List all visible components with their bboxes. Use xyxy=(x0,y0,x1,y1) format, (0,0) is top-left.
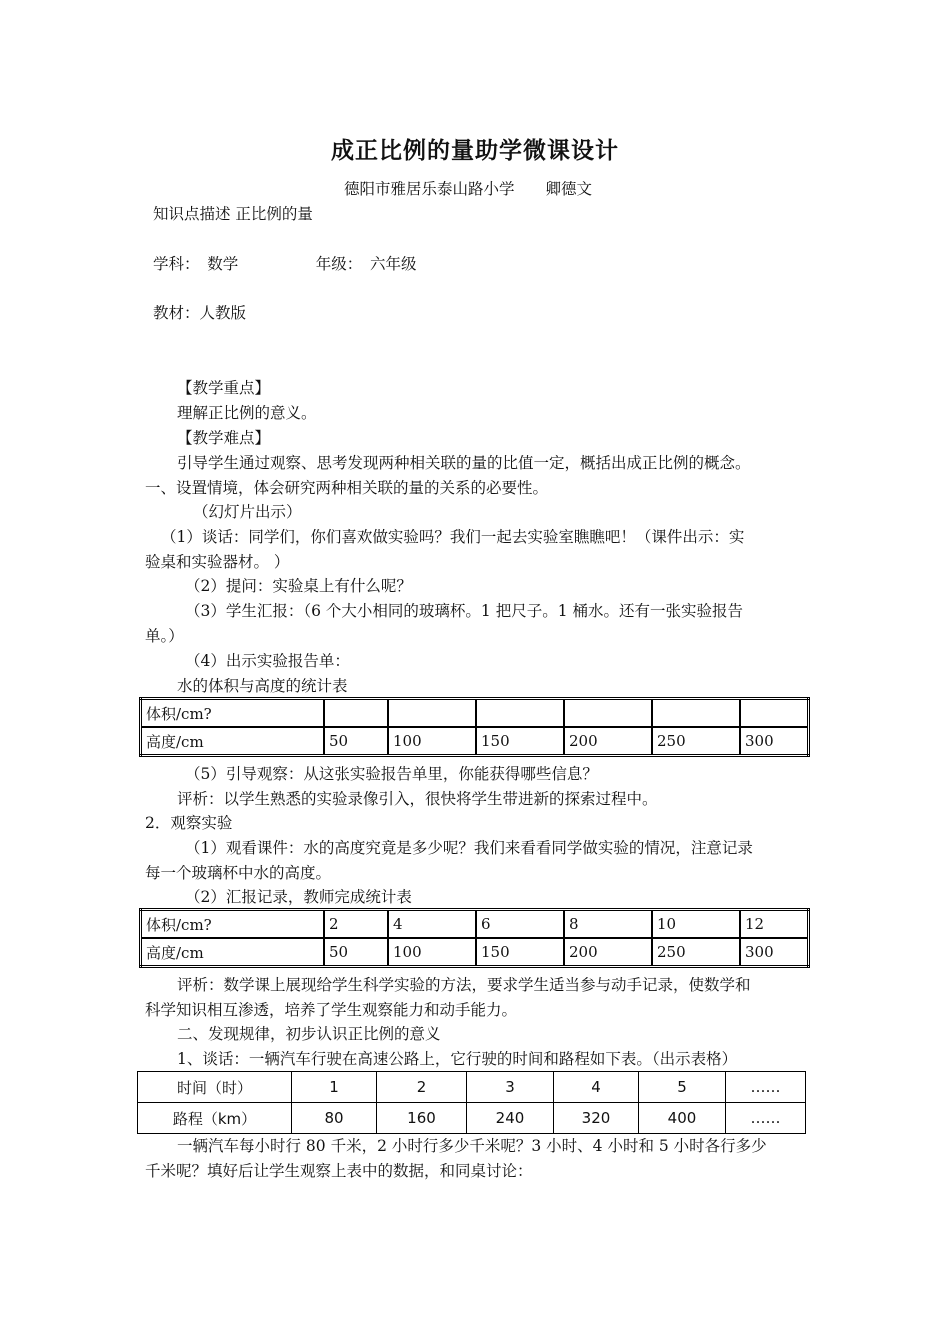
paragraph: 一辆汽车每小时行 80 千米，2 小时行多少千米呢？3 小时、4 小时和 5 小时各行多少 xyxy=(177,1137,767,1155)
table-cell: 100 xyxy=(388,938,476,967)
paragraph: 验桌和实验器材。 ） xyxy=(145,553,290,571)
table-cell: 高度/cm xyxy=(141,727,325,756)
table-cell: 320 xyxy=(554,1103,639,1134)
author-line: 德阳市雅居乐泰山路小学 卿德文 xyxy=(344,180,593,198)
table-cell: 50 xyxy=(324,727,388,756)
table-cell: 8 xyxy=(564,910,652,939)
table-cell: 3 xyxy=(467,1072,554,1103)
volume-height-table-empty xyxy=(139,697,810,757)
key-point-text: 理解正比例的意义。 xyxy=(177,404,317,422)
table-cell: 160 xyxy=(377,1103,467,1134)
table-cell: 4 xyxy=(388,910,476,939)
table-cell: 150 xyxy=(476,938,564,967)
table-cell: 300 xyxy=(740,938,809,967)
table-cell: 路程（km） xyxy=(138,1103,292,1134)
table-cell: 150 xyxy=(476,727,564,756)
knowledge-point: 知识点描述 正比例的量 xyxy=(153,205,313,223)
table-cell: …… xyxy=(726,1103,806,1134)
paragraph: （1）谈话：同学们，你们喜欢做实验吗？我们一起去实验室瞧瞧吧！（课件出示：实 xyxy=(161,528,745,546)
table-cell: 2 xyxy=(377,1072,467,1103)
table-cell: 5 xyxy=(639,1072,726,1103)
table-cell: 高度/cm xyxy=(141,938,325,967)
table-cell xyxy=(324,699,388,728)
comment: 评析：数学课上展现给学生科学实验的方法，要求学生适当参与动手记录，使数学和 xyxy=(177,976,751,994)
volume-height-table-filled xyxy=(139,908,810,968)
subsection-heading: 2．观察实验 xyxy=(145,814,233,832)
table-cell: 10 xyxy=(652,910,740,939)
table-cell: 2 xyxy=(324,910,388,939)
document-title: 成正比例的量助学微课设计 xyxy=(331,138,619,164)
table-cell: 体积/cm? xyxy=(141,910,325,939)
table-cell: 300 xyxy=(740,727,809,756)
table-cell: 80 xyxy=(292,1103,377,1134)
paragraph: （2）汇报记录，教师完成统计表 xyxy=(185,888,412,906)
section-one-heading: 一、设置情境，体会研究两种相关联的量的关系的必要性。 xyxy=(145,479,549,497)
paragraph: （幻灯片出示） xyxy=(193,503,302,521)
key-point-heading: 【教学重点】 xyxy=(177,379,271,397)
table-cell: 250 xyxy=(652,727,740,756)
table-cell xyxy=(476,699,564,728)
table-cell xyxy=(652,699,740,728)
table-cell: 400 xyxy=(639,1103,726,1134)
paragraph: 每一个玻璃杯中水的高度。 xyxy=(145,864,332,882)
paragraph: （3）学生汇报：（6 个大小相同的玻璃杯。1 把尺子。1 桶水。还有一张实验报告 xyxy=(185,602,743,620)
table-cell xyxy=(564,699,652,728)
paragraph: （1）观看课件：水的高度究竟是多少呢？我们来看看同学做实验的情况，注意记录 xyxy=(185,839,753,857)
textbook-line: 教材：人教版 xyxy=(153,304,247,322)
table-cell xyxy=(388,699,476,728)
table-cell xyxy=(740,699,809,728)
difficulty-text: 引导学生通过观察、思考发现两种相关联的量的比值一定，概括出成正比例的概念。 xyxy=(177,454,751,472)
table-cell: 6 xyxy=(476,910,564,939)
subject-grade-line: 学科： 数学 年级： 六年级 xyxy=(153,255,417,273)
table-cell: 50 xyxy=(324,938,388,967)
table-cell: 1 xyxy=(292,1072,377,1103)
paragraph: 单。） xyxy=(145,627,184,645)
table-cell: 100 xyxy=(388,727,476,756)
difficulty-heading: 【教学难点】 xyxy=(177,429,271,447)
table-cell: 时间（时） xyxy=(138,1072,292,1103)
table-cell: 250 xyxy=(652,938,740,967)
table-cell: 240 xyxy=(467,1103,554,1134)
table-cell: …… xyxy=(726,1072,806,1103)
table-cell: 12 xyxy=(740,910,809,939)
comment: 科学知识相互渗透，培养了学生观察能力和动手能力。 xyxy=(145,1001,518,1019)
paragraph: （2）提问：实验桌上有什么呢？ xyxy=(185,577,412,595)
section-two-heading: 二、发现规律，初步认识正比例的意义 xyxy=(177,1025,441,1043)
comment: 评析：以学生熟悉的实验录像引入，很快将学生带进新的探索过程中。 xyxy=(177,790,658,808)
time-distance-table xyxy=(137,1071,806,1134)
table-cell: 200 xyxy=(564,727,652,756)
table-caption: 水的体积与高度的统计表 xyxy=(177,677,348,695)
paragraph: 千米呢？填好后让学生观察上表中的数据，和同桌讨论： xyxy=(145,1162,533,1180)
paragraph: （5）引导观察：从这张实验报告单里，你能获得哪些信息？ xyxy=(185,765,598,783)
table-cell: 200 xyxy=(564,938,652,967)
paragraph: 1、谈话：一辆汽车行驶在高速公路上，它行驶的时间和路程如下表。（出示表格） xyxy=(177,1050,738,1068)
table-cell: 4 xyxy=(554,1072,639,1103)
paragraph: （4）出示实验报告单： xyxy=(185,652,350,670)
table-cell: 体积/cm? xyxy=(141,699,325,728)
